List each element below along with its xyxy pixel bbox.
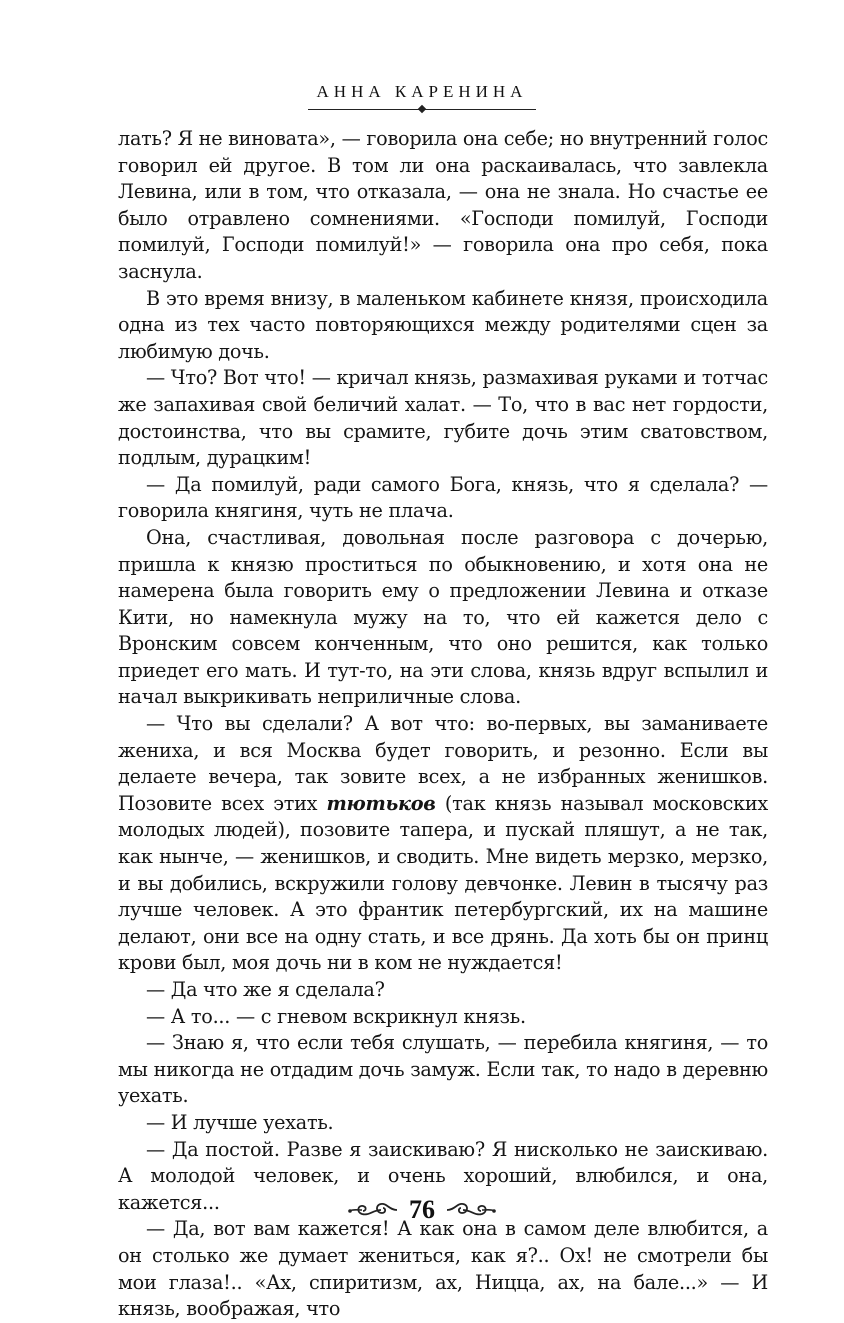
page-number: 76	[409, 1195, 435, 1224]
paragraph: — Да помилуй, ради самого Бога, князь, что я сделала? — говорила княгиня, чуть не плача.	[118, 472, 768, 523]
swirl-ornament-left-icon	[347, 1199, 399, 1221]
paragraph-text: (так князь называл московских молодых людей), позовите тапера, и пускай пляшут, а не так, как нынче, — женишков, и сводить. Мне видеть мерзко, мерзко, и вы добились, вскружили голову девчонке. Левин в тысячу раз лучше человек. А это франтик петербургский, их на машине делают, они все на одну стать, и все дрянь. Да хоть бы он принц крови был, моя дочь ни в ком не нуждается!	[118, 791, 769, 975]
emphasized-word: тютьков	[326, 791, 436, 815]
body-text	[118, 126, 768, 1323]
paragraph: — Да, вот вам кажется! А как она в самом деле влюбится, а он столько же думает жениться, как я?.. Ох! не смотрели бы мои глаза!.. «Ах, спиритизм, ах, Ницца, ах, на бале...» — И князь, воображая, что	[118, 1217, 768, 1321]
paragraph: лать? Я не виновата», — говорила она себе; но внутренний голос говорил ей другое. В том ли она раскаивалась, что завлекла Левина, или в том, что отказала, — она не знала. Но счастье ее было отравлено сомнениями. «Господи помилуй, Господи помилуй, Господи помилуй!» — говорила она про себя, пока заснула.	[118, 127, 768, 283]
paragraph: — Что? Вот что! — кричал князь, размахивая руками и тотчас же запахивая свой беличий халат. — То, что в вас нет гордости, достоинства, что вы срамите, губите дочь этим сватовством, подлым, дурацким!	[118, 366, 768, 470]
diamond-ornament-icon	[418, 105, 426, 113]
header-rule	[308, 109, 536, 110]
paragraph: — Знаю я, что если тебя слушать, — перебила княгиня, — то мы никогда не отдадим дочь замуж. Если так, то надо в деревню уехать.	[118, 1031, 768, 1108]
paragraph: — Да постой. Разве я заискиваю? Я нисколько не заискиваю. А молодой человек, и очень хороший, влюбился, и она, кажется...	[118, 1137, 768, 1214]
swirl-ornament-right-icon	[445, 1199, 497, 1221]
paragraph: В это время внизу, в маленьком кабинете князя, происходила одна из тех часто повторяющихся между родителями сцен за любимую дочь.	[118, 286, 768, 363]
page-footer	[0, 1195, 844, 1225]
running-title: АННА КАРЕНИНА	[316, 82, 528, 101]
paragraph: — Да что же я сделала?	[146, 978, 385, 1001]
paragraph: Она, счастливая, довольная после разговора с дочерью, пришла к князю проститься по обыкновению, и хотя она не намерена была говорить ему о предложении Левина и отказе Кити, но намекнула мужу на то, что ей кажется дело с Вронским совсем конченным, что оно решится, как только приедет его мать. И тут-то, на эти слова, князь вдруг вспылил и начал выкрикивать неприличные слова.	[118, 525, 768, 709]
paragraph: — А то... — с гневом вскрикнул князь.	[146, 1004, 526, 1028]
paragraph	[118, 711, 768, 977]
paragraph-text: — Что вы сделали? А вот что: во-первых, вы заманиваете жениха, и вся Москва будет говорить, и резонно. Если вы делаете вечера, так зовите всех, а не избранных женишков. Позовите всех этих	[118, 712, 768, 815]
running-header	[0, 82, 844, 110]
paragraph: — И лучше уехать.	[146, 1110, 334, 1134]
